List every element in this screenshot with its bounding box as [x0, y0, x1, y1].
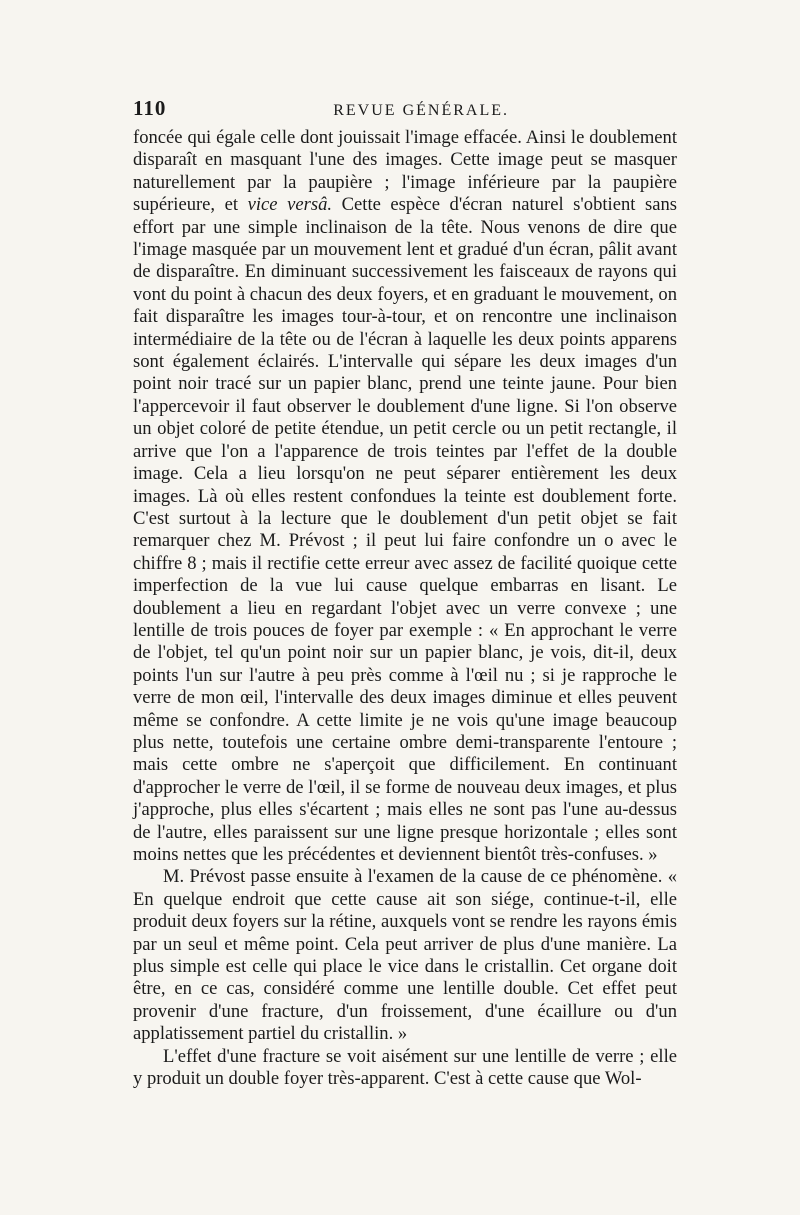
paragraph-1-part-b: Cette espèce d'écran naturel s'obtient sans effort par une simple inclinaison de la tête. Nous venons de dire que l'image masquée par un mouvement lent et gradué d'un écran, pâlit avant de disparaître. En diminuant successivement les faisceaux de rayons qui vont du point à chacun des deux foyers, et en graduant le mouvement, on fait disparaître les images tour-à-tour, et on rencontre une inclinaison intermédiaire de la tête ou de l'écran à laquelle les deux points apparens sont également éclairés. L'intervalle qui sépare les deux images d'un point noir tracé sur un papier blanc, prend une teinte jaune. Pour bien l'appercevoir il faut observer le doublement d'une ligne. Si l'on observe un objet coloré de petite étendue, un petit cercle ou un petit rectangle, il arrive que l'on a l'apparence de trois teintes par l'effet de la double image. Cela a lieu lorsqu'on ne peut séparer entièrement les deux images. Là où elles restent confondues la teinte est doublement forte. C'est surtout à la lecture que le doublement d'un petit objet se fait remarquer chez M. Prévost ; il peut lui faire confondre un o avec le chiffre 8 ; mais il rectifie cette erreur avec assez de facilité quoique cette imperfection de la vue lui cause quelque embarras en lisant. Le doublement a lieu en regardant l'objet avec un verre convexe ; une lentille de trois pouces de foyer par exemple : « En approchant le verre de l'objet, tel qu'un point noir sur un papier blanc, je vois, dit-il, deux points l'un sur l'autre à peu près comme à l'œil nu ; si je rapproche le verre de mon œil, l'intervalle des deux images diminue et elles peuvent même se confondre. A cette limite je ne vois qu'une image beaucoup plus nette, toutefois une certaine ombre demi-transparente l'entoure ; mais cette ombre ne s'aperçoit que difficilement. En continuant d'approcher le verre de l'œil, il se forme de nouveau deux images, et plus j'approche, plus elles s'écartent ; mais elles ne sont pas l'une au-dessus de l'autre, elles paraissent sur une ligne presque horizontale ; elles sont moins nettes que les précédentes et deviennent bientôt très-confuses. »: [133, 194, 677, 865]
body-text: [133, 127, 677, 1090]
paragraph-1-part-a: foncée qui égale celle dont jouissait l'image effacée. Ainsi le doublement disparaît en masquant l'une des images. Cette image peut se masquer naturellement par la paupière ; l'image inférieure par la paupière supérieure, et: [133, 127, 677, 216]
paragraph-2: M. Prévost passe ensuite à l'examen de la cause de ce phénomène. « En quelque endroit que cette cause ait son siége, continue-t-il, elle produit deux foyers sur la rétine, auxquels vont se rendre les rayons émis par un seul et même point. Cela peut arriver de plus d'une manière. La plus simple est celle qui place le vice dans le cristallin. Cet organe doit être, en ce cas, considéré comme une lentille double. Cet effet peut provenir d'une fracture, d'un froissement, d'une écaillure ou d'un applatissement partiel du cristallin. »: [133, 866, 677, 1045]
page-number: 110: [133, 96, 167, 120]
italic-phrase: vice versâ.: [247, 194, 333, 216]
paragraph-1: [133, 127, 677, 866]
running-title: REVUE GÉNÉRALE.: [333, 102, 509, 119]
running-head: [133, 96, 677, 121]
paragraph-3: L'effet d'une fracture se voit aisément sur une lentille de verre ; elle y produit un double foyer très-apparent. C'est à cette cause que Wol-: [133, 1045, 677, 1090]
